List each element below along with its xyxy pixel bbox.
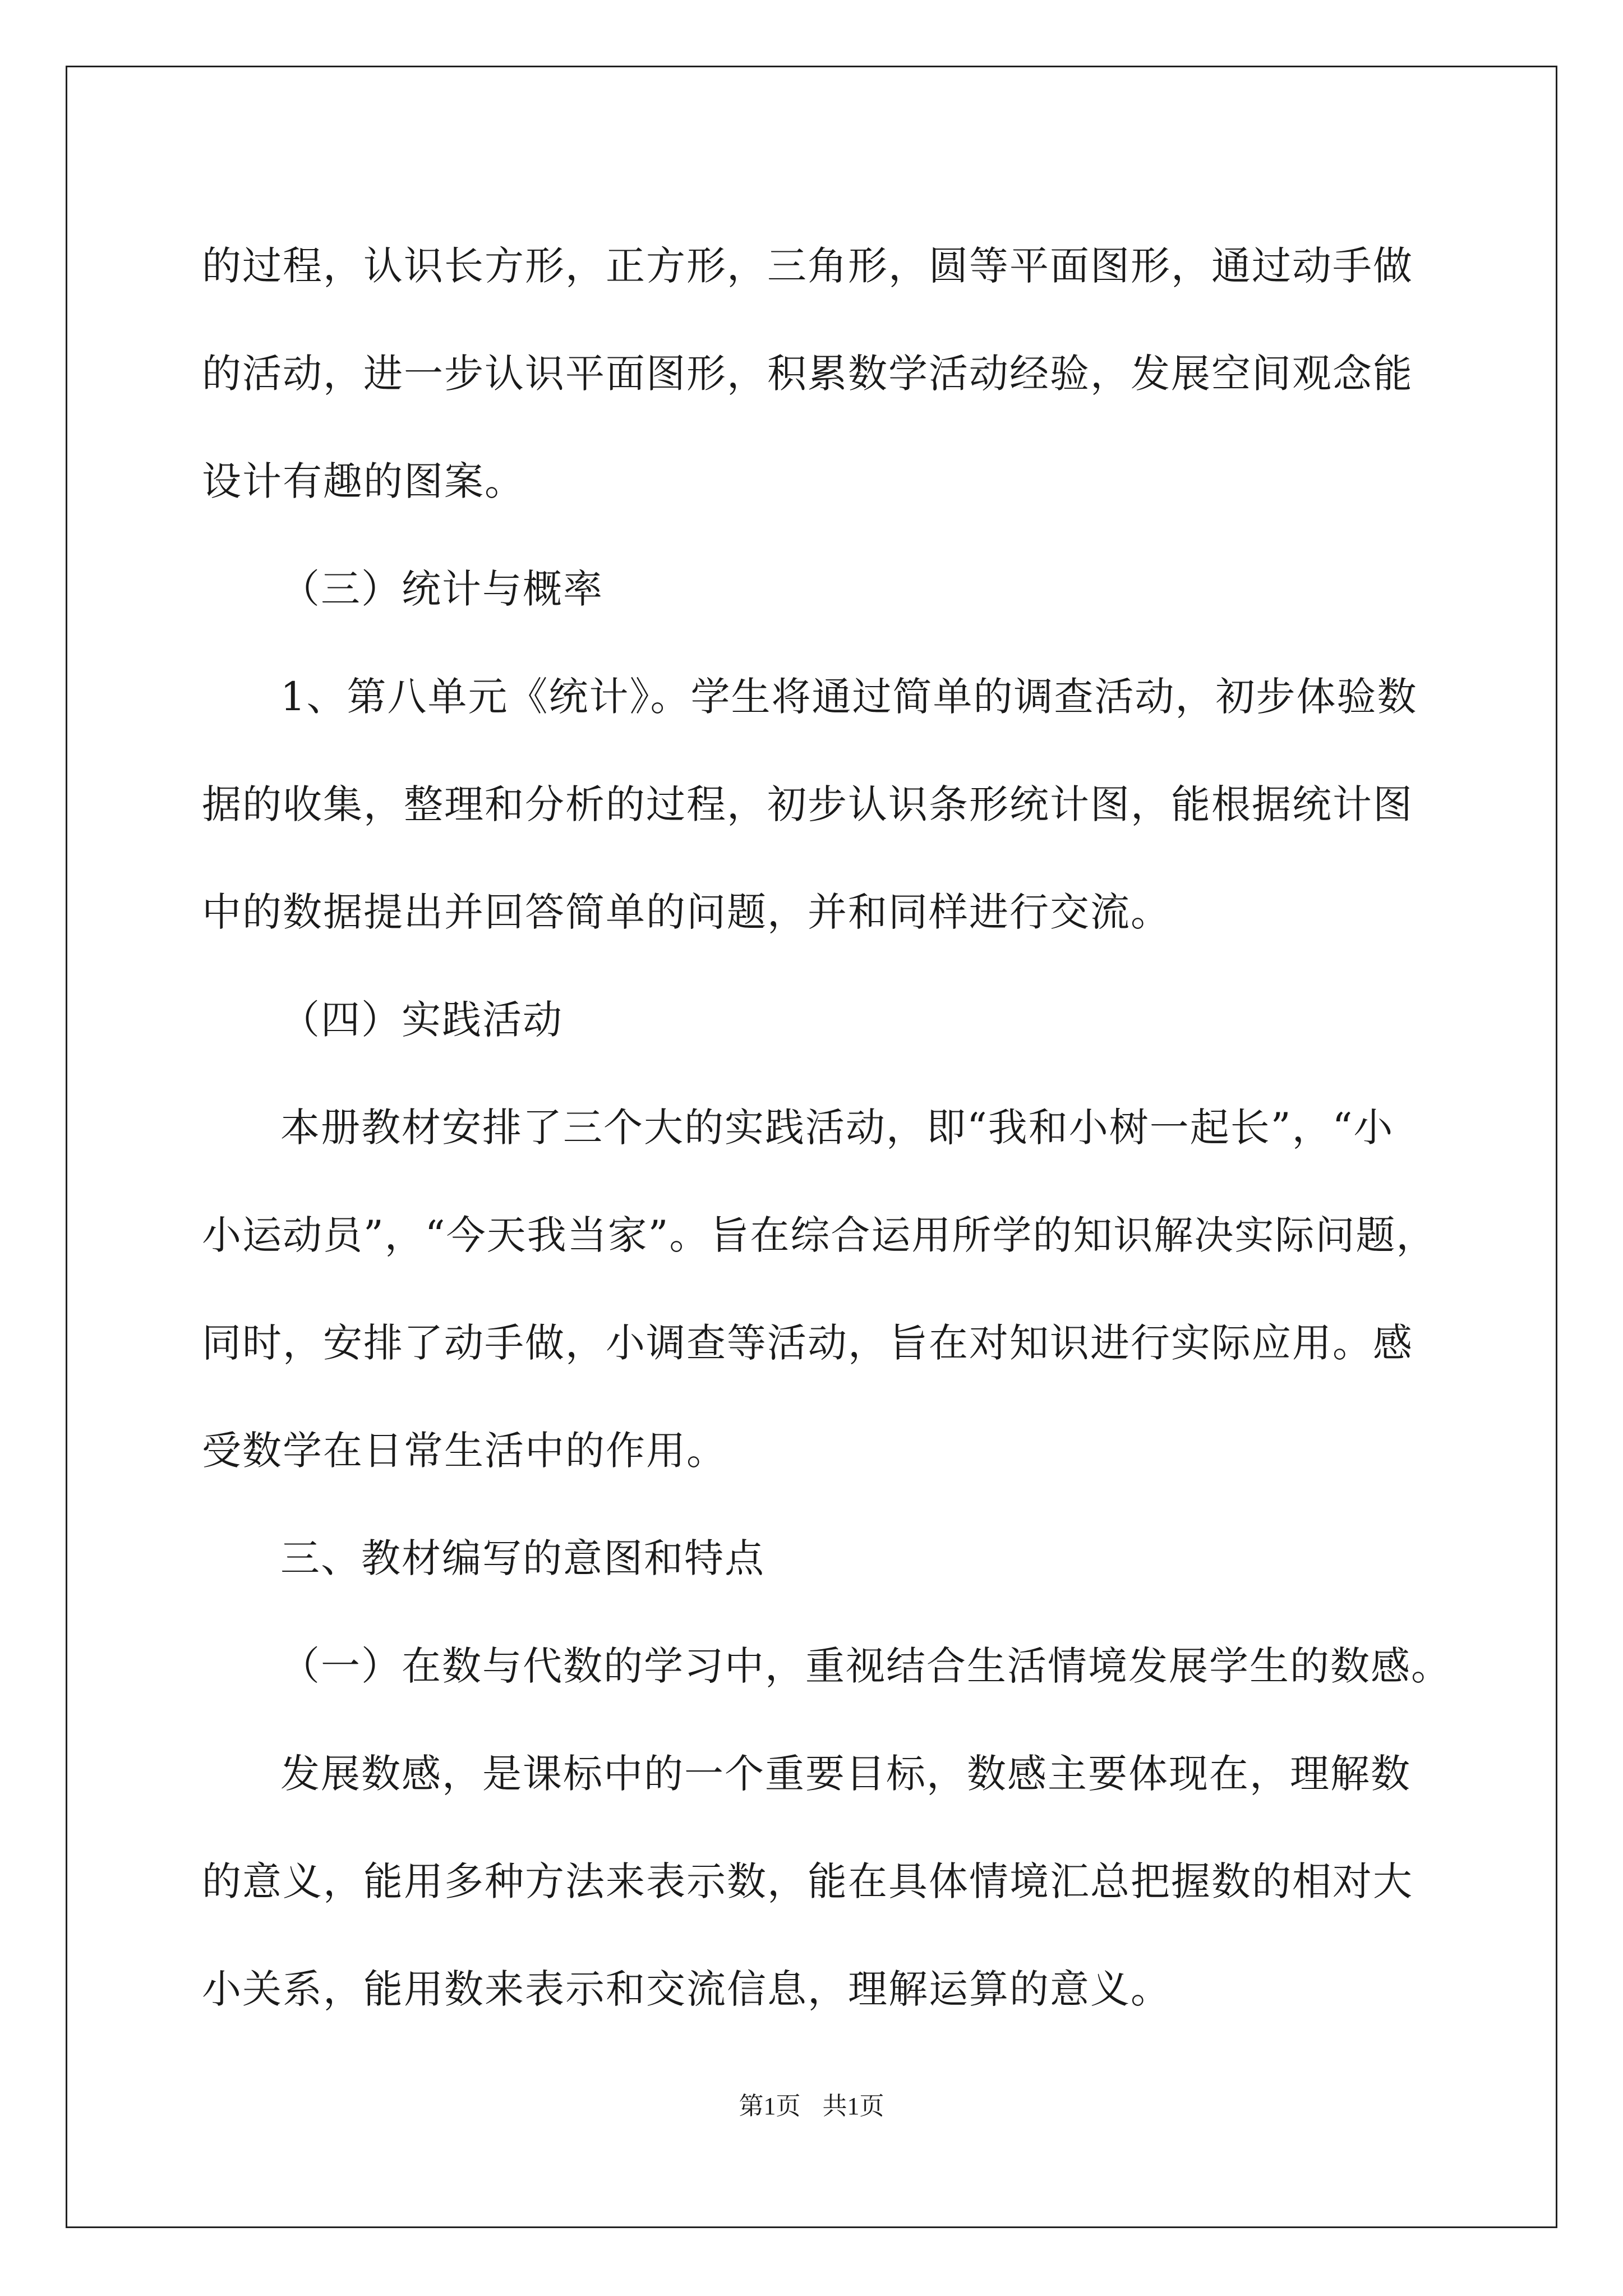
section-heading: （一）在数与代数的学习中，重视结合生活情境发展学生的数感。 <box>280 1643 1451 1689</box>
section-heading: （四）实践活动 <box>280 997 563 1043</box>
body-line: 的过程，认识长方形，正方形，三角形，圆等平面图形，通过动手做 <box>202 243 1413 289</box>
body-line: 同时，安排了动手做，小调查等活动，旨在对知识进行实际应用。感 <box>202 1320 1413 1366</box>
document-body <box>202 212 1451 2043</box>
body-line: 小关系，能用数来表示和交流信息，理解运算的意义。 <box>202 1966 1171 2012</box>
body-line: 小运动员”，“今天我当家”。旨在综合运用所学的知识解决实际问题， <box>202 1212 1437 1258</box>
section-heading: （三）统计与概率 <box>280 566 603 612</box>
body-line: 的活动，进一步认识平面图形，积累数学活动经验，发展空间观念能 <box>202 351 1413 397</box>
body-line: 据的收集，整理和分析的过程，初步认识条形统计图，能根据统计图 <box>202 781 1413 827</box>
page-footer <box>0 2086 1623 2122</box>
body-line: 受数学在日常生活中的作用。 <box>202 1428 727 1474</box>
body-line: 中的数据提出并回答简单的问题，并和同样进行交流。 <box>202 889 1171 935</box>
paragraph-first-line: 本册教材安排了三个大的实践活动，即“我和小树一起长”，“小 <box>280 1105 1394 1151</box>
section-heading: 三、教材编写的意图和特点 <box>280 1535 765 1581</box>
page-number-total: 共1页 <box>822 2092 884 2120</box>
page-number-current: 第1页 <box>739 2092 801 2120</box>
body-line: 的意义，能用多种方法来表示数，能在具体情境汇总把握数的相对大 <box>202 1858 1413 1904</box>
paragraph-first-line: 发展数感，是课标中的一个重要目标，数感主要体现在，理解数 <box>280 1751 1411 1797</box>
paragraph-first-line: 1、第八单元《统计》。学生将通过简单的调查活动，初步体验数 <box>280 674 1418 720</box>
body-line: 设计有趣的图案。 <box>202 458 525 504</box>
